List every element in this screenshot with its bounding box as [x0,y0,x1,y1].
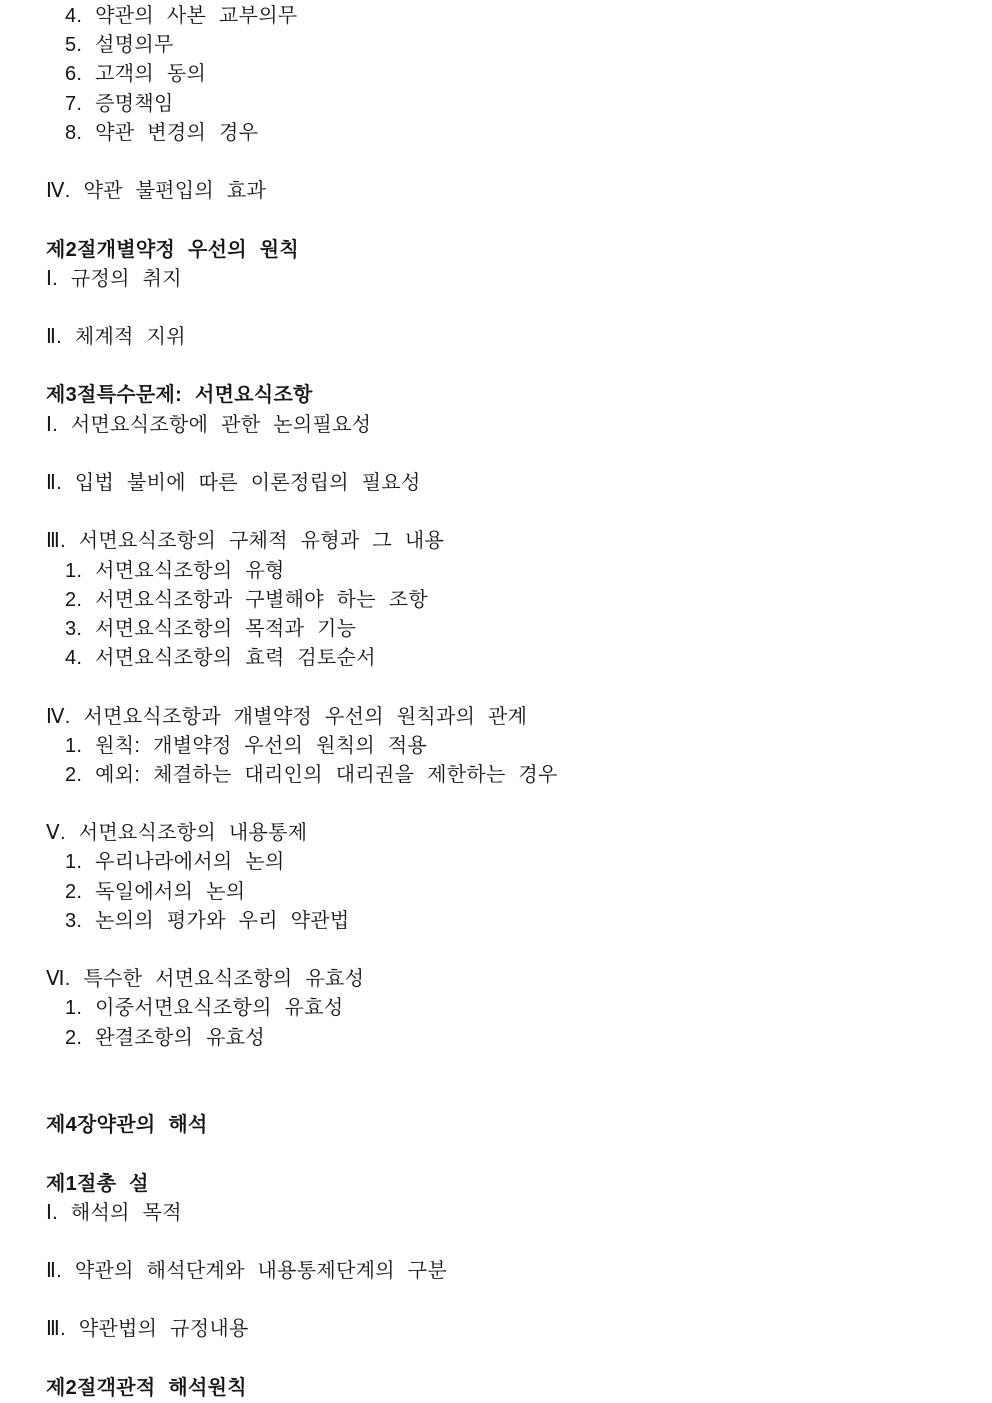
toc-entry: Ⅳ. 서면요식조항과 개별약정 우선의 원칙과의 관계 [46,705,528,728]
toc-entry: 8. 약관 변경의 경우 [65,121,259,144]
toc-entry: Ⅰ. 규정의 취지 [46,267,182,290]
blank-line [0,1286,992,1315]
blank-line [0,148,992,177]
blank-line [0,1345,992,1374]
toc-entry: Ⅵ. 특수한 서면요식조항의 유효성 [46,968,365,991]
toc-entry: Ⅰ. 해석의 목적 [46,1201,182,1224]
blank-line [0,936,992,965]
blank-line [0,1053,992,1082]
toc-entry: 3. 서면요식조항의 목적과 기능 [65,617,357,640]
blank-line [0,498,992,527]
toc-entry: Ⅲ. 서면요식조항의 구체적 유형과 그 내용 [46,530,445,553]
toc-entry: 2. 예외: 체결하는 대리인의 대리권을 제한하는 경우 [65,763,558,786]
toc-entry: 2. 서면요식조항과 구별해야 하는 조항 [65,588,429,611]
toc-entry: Ⅳ. 약관 불편입의 효과 [46,180,267,203]
toc-section-heading: 제1절총 설 [46,1172,149,1195]
toc-section-heading: 제3절특수문제: 서면요식조항 [46,384,313,407]
toc-entry: Ⅱ. 체계적 지위 [46,326,186,349]
toc-section-heading: 제4장약관의 해석 [46,1114,208,1137]
toc-entry: 1. 우리나라에서의 논의 [65,851,285,874]
toc-section-heading: 제2절객관적 해석원칙 [46,1376,247,1399]
toc-entry: 4. 서면요식조항의 효력 검토순서 [65,647,376,670]
toc-entry: Ⅴ. 서면요식조항의 내용통제 [46,822,308,845]
toc-entry: 4. 약관의 사본 교부의무 [65,5,298,27]
toc-entry: 1. 이중서면요식조항의 유효성 [65,997,344,1020]
toc-entry: 7. 증명책임 [65,92,174,115]
blank-line [0,790,992,819]
toc-entry: 3. 논의의 평가와 우리 약관법 [65,909,350,932]
toc-entry: Ⅰ. 서면요식조항에 관한 논의필요성 [46,413,372,436]
blank-line [0,1082,992,1111]
toc-entry: 2. 완결조항의 유효성 [65,1026,265,1049]
toc-entry: 2. 독일에서의 논의 [65,880,246,903]
blank-line [0,673,992,702]
toc-entry: Ⅲ. 약관법의 규정내용 [46,1318,249,1341]
toc-entry: Ⅱ. 입법 불비에 따른 이론정립의 필요성 [46,472,421,494]
blank-line [0,352,992,381]
toc-entry: 5. 설명의무 [65,34,174,57]
blank-line [0,1140,992,1169]
blank-line [0,1228,992,1257]
toc-section-heading: 제2절개별약정 우선의 원칙 [46,238,299,261]
blank-line [0,206,992,235]
toc-entry: 1. 원칙: 개별약정 우선의 원칙의 적용 [65,734,428,757]
blank-line [0,294,992,323]
toc-entry: 1. 서면요식조항의 유형 [65,559,285,582]
toc-list [0,2,992,1403]
blank-line [0,440,992,469]
toc-entry: 6. 고객의 동의 [65,63,207,86]
toc-entry: Ⅱ. 약관의 해석단계와 내용통제단계의 구분 [46,1260,447,1283]
